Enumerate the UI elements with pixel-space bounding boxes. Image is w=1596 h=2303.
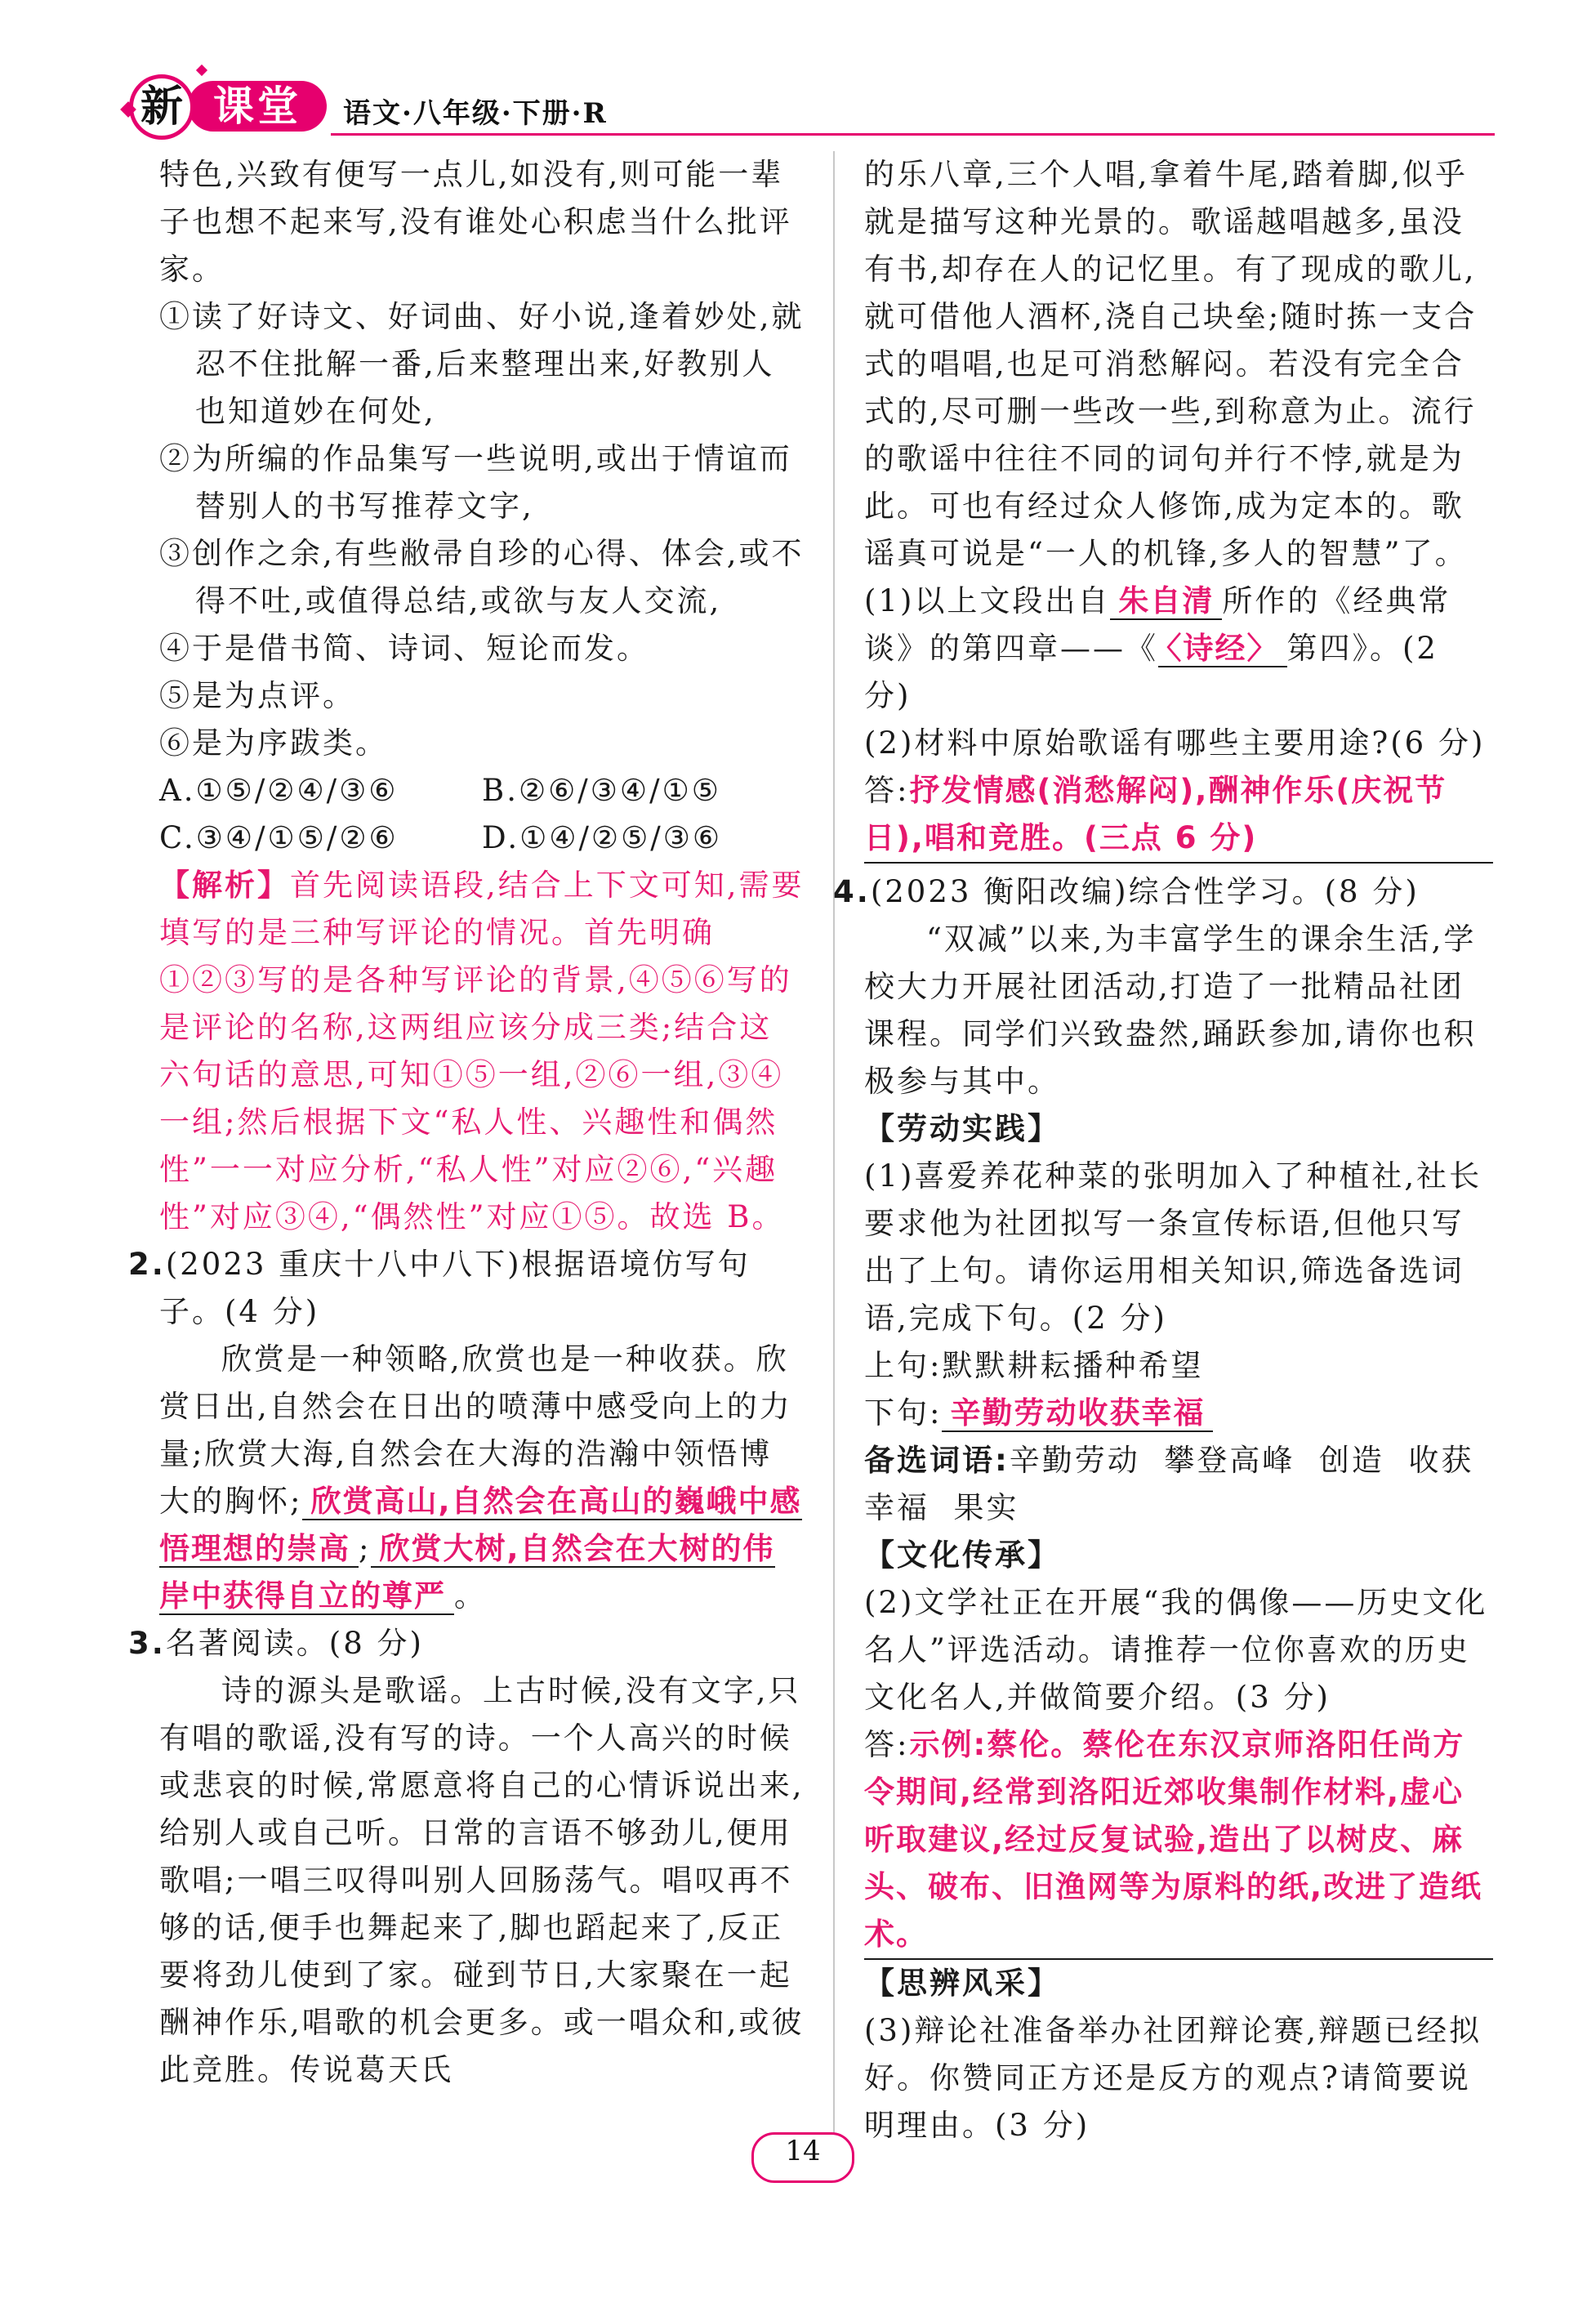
section-heading: 【思辨风采】 <box>864 1966 1060 2001</box>
answer-label: 答: <box>864 773 910 808</box>
section-heading: 【劳动实践】 <box>864 1111 1060 1146</box>
analysis-text: 首先阅读语段,结合上下文可知,需要填写的是三种写评论的情况。首先明确①②③写的是各种写评论的背景,④⑤⑥写的是评论的名称,这两组应该分成三类;结合这六句话的意思,可知①⑤一组,②⑥一组,③④一组;然后根据下文“私人性、兴趣性和偶然性”一一对应分析,“私人性”对应②⑥,“兴趣性”对应③④,“偶然性”对应①⑤。故选 B。 <box>159 868 805 1234</box>
list-item: ⑥是为序跋类。 <box>159 725 388 761</box>
list-item: ⑤是为点评。 <box>159 678 355 713</box>
choice-options <box>159 767 805 862</box>
separator: ; <box>359 1531 372 1566</box>
answer-blank-chapter: 〈诗经〉 <box>1158 631 1287 667</box>
analysis-tag: 【解析】 <box>159 868 290 903</box>
candidate-words <box>864 1437 1498 1532</box>
answer-text: 示例:蔡伦。蔡伦在东汉京师洛阳任尚方令期间,经常到洛阳近郊收集制作材料,虚心听取建议,经过反复试验,造出了以树皮、麻头、破布、旧渔网等为原料的纸,改进了造纸术。 <box>864 1727 1483 1952</box>
lower-label: 下句: <box>864 1395 943 1430</box>
question-2 <box>128 1241 805 1336</box>
answer-block <box>864 1721 1493 1960</box>
answer-text: 抒发情感(消愁解闷),酬神作乐(庆祝节日),唱和竞胜。(三点 6 分) <box>864 773 1447 855</box>
candidates-label: 备选词语: <box>864 1443 1010 1478</box>
upper-line: 上句:默默耕耘播种希望 <box>864 1348 1204 1383</box>
answer-blank-lower: 辛勤劳动收获幸福 <box>942 1395 1213 1432</box>
list-item: ④于是借书简、诗词、短论而发。 <box>159 631 649 666</box>
prompt-text: (1)以上文段出自 <box>864 583 1111 618</box>
sub-question: (1)喜爱养花种菜的张明加入了种植社,社长要求他为社团拟写一条宣传标语,但他只写出了上句。请你运用相关知识,筛选备选词语,完成下句。(2 分) <box>864 1158 1482 1336</box>
sub-question: (3)辩论社准备举办社团辩论赛,辩题已经拟好。你赞同正方还是反方的观点?请简要说明理由。(3 分) <box>864 2013 1482 2143</box>
answer-blank-2: 欣赏大树,自然会在大树的伟岸中获得自立的尊严 <box>159 1531 775 1613</box>
answer-blank-1: 欣赏高山,自然会在高山的巍峨中感悟理想的崇高 <box>159 1484 802 1566</box>
option-c: C.③④/①⑤/②⑥ <box>159 820 399 855</box>
page-header <box>123 69 1495 147</box>
column-divider <box>833 151 835 2177</box>
option-a: A.①⑤/②④/③⑥ <box>159 773 399 808</box>
question-number: 4. <box>833 874 871 909</box>
section-heading: 【文化传承】 <box>864 1538 1060 1573</box>
question-stem: (2023 重庆十八中八下)根据语境仿写句子。(4 分) <box>159 1247 751 1329</box>
passage-text: 特色,兴致有便写一点儿,如没有,则可能一辈子也想不起来写,没有谁处心积虑当什么批评家。 <box>159 157 792 287</box>
reading-passage-cont: 的乐八章,三个人唱,拿着牛尾,踏着脚,似乎就是描写这种光景的。歌谣越唱越多,虽没有书,却存在人的记忆里。有了现成的歌儿,就可借他人酒杯,浇自己块垒;随时拣一支合式的唱唱,也足可消愁解闷。若没有完全合式的,尽可删一些改一些,到称意为止。流行的歌谣中往往不同的词句并行不悖,就是为此。可也有经过众人修饰,成为定本的。歌谣真可说是“一人的机锋,多人的智慧”了。 <box>864 157 1478 571</box>
list-item: ①读了好诗文、好词曲、好小说,逢着妙处,就忍不住批解一番,后来整理出来,好教别人也知道妙在何处, <box>159 299 805 429</box>
logo-xin: 新 <box>129 74 194 140</box>
question-stem: 名著阅读。(8 分) <box>165 1626 424 1661</box>
lower-line <box>864 1390 1493 1437</box>
question-2-text <box>159 1336 805 1620</box>
question-number: 2. <box>128 1247 166 1282</box>
right-column <box>833 151 1498 2149</box>
logo-ketang: 课堂 <box>188 81 327 132</box>
answer-label: 答: <box>864 1727 910 1762</box>
option-b: B.②⑥/③④/①⑤ <box>482 773 721 808</box>
sub-question: (2)文学社正在开展“我的偶像——历史文化名人”评选活动。请推荐一位你喜欢的历史文化名人,并做简要介绍。(3 分) <box>864 1585 1488 1715</box>
question-number: 3. <box>128 1626 166 1661</box>
candidates-list: 辛勤劳动 攀登高峰 创造 收获 幸福 果实 <box>864 1443 1498 1525</box>
page-number: 14 <box>751 2132 854 2183</box>
question-4 <box>833 868 1493 916</box>
subject-label: 语文·八年级·下册·R <box>343 97 608 130</box>
brand-logo <box>123 69 327 141</box>
left-column <box>128 151 805 2094</box>
reading-passage: 诗的源头是歌谣。上古时候,没有文字,只有唱的歌谣,没有写的诗。一个人高兴的时候或悲哀的时候,常愿意将自己的心情诉说出来,给别人或自己听。日常的言语不够劲儿,便用歌唱;一唱三叹得叫别人回肠荡气。唱叹再不够的话,便手也舞起来了,脚也蹈起来了,反正要将劲儿使到了家。碰到节日,大家聚在一起酬神作乐,唱歌的机会更多。或一唱众和,或彼此竞胜。传说葛天氏 <box>159 1673 805 2087</box>
sub-question-1 <box>864 578 1493 720</box>
question-3 <box>128 1620 805 1667</box>
prompt-text: 所作的《经典常谈》的第四章——《 <box>864 583 1451 666</box>
prompt-text: 第四》。(2 分) <box>864 631 1438 713</box>
sub-question-2: (2)材料中原始歌谣有哪些主要用途?(6 分) <box>864 725 1486 761</box>
answer-blank-author: 朱自清 <box>1110 583 1222 620</box>
option-d: D.①④/②⑤/③⑥ <box>482 820 723 855</box>
list-item: ②为所编的作品集写一些说明,或出于情谊而替别人的书写推荐文字, <box>159 441 792 524</box>
analysis <box>159 862 805 1241</box>
question-4-text: “双减”以来,为丰富学生的课余生活,学校大力开展社团活动,打造了一批精品社团课程。同学们兴致盎然,踊跃参加,请你也积极参与其中。 <box>864 922 1477 1099</box>
prompt-text: 欣赏是一种领略,欣赏也是一种收获。欣赏日出,自然会在日出的喷薄中感受向上的力量;欣赏大海,自然会在大海的浩瀚中领悟博大的胸怀; <box>159 1341 792 1519</box>
question-stem: (2023 衡阳改编)综合性学习。(8 分) <box>870 874 1420 909</box>
star-icon <box>196 65 207 76</box>
period: 。 <box>454 1578 487 1613</box>
answer-block <box>864 767 1493 864</box>
header-divider <box>331 133 1495 136</box>
list-item: ③创作之余,有些敝帚自珍的心得、体会,或不得不吐,或值得总结,或欲与友人交流, <box>159 536 805 618</box>
